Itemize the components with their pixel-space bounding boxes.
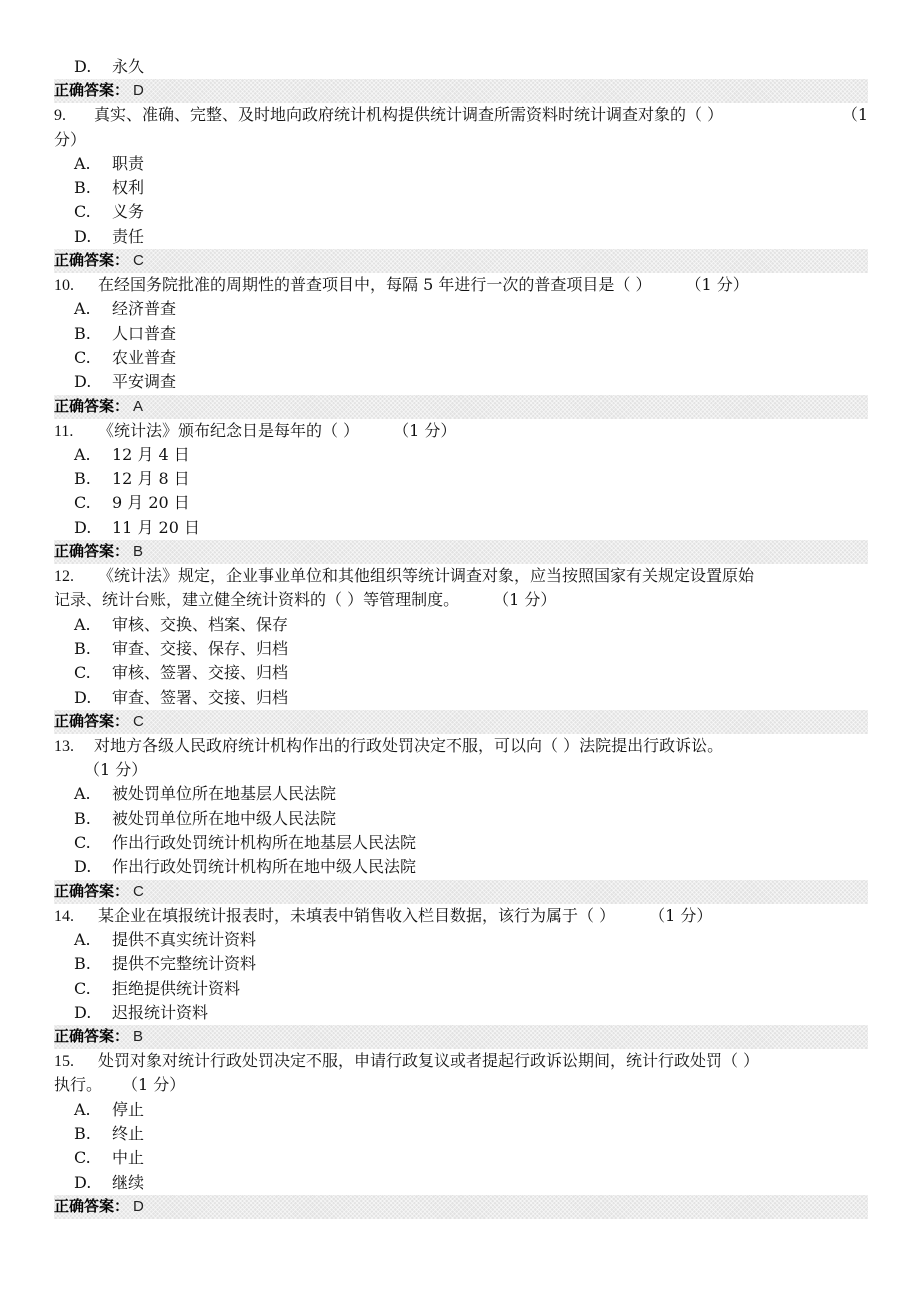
option-text: 停止 (112, 1099, 145, 1119)
question-14 (54, 904, 868, 928)
option-c (54, 200, 868, 224)
answer-bar (54, 1025, 868, 1049)
question-points-tail: 分） (54, 129, 87, 149)
option-d (54, 1171, 868, 1195)
option-d (54, 686, 868, 710)
option-c (54, 1146, 868, 1170)
answer-value: C (133, 252, 144, 270)
answer-label: 正确答案： (54, 397, 130, 415)
option-text: 9 月 20 日 (112, 493, 190, 513)
option-letter: D. (74, 372, 92, 392)
option-d (54, 1001, 868, 1025)
question-points: （1 分） (685, 275, 749, 295)
option-text: 提供不完整统计资料 (112, 954, 257, 974)
question-text: 记录、统计台账，建立健全统计资料的（ ）等管理制度。 (54, 590, 460, 610)
question-points: （1 分） (122, 1075, 186, 1095)
option-letter: C. (74, 493, 91, 513)
question-points: （1 分） (493, 590, 557, 610)
question-10 (54, 273, 868, 297)
option-text: 责任 (112, 226, 145, 246)
option-b (54, 322, 868, 346)
option-letter: D. (74, 517, 92, 537)
option-letter: D. (74, 1002, 92, 1022)
option-text: 拒绝提供统计资料 (112, 978, 241, 998)
option-letter: B. (74, 469, 91, 489)
question-text: 处罚对象对统计行政处罚决定不服，申请行政复议或者提起行政诉讼期间，统计行政处罚（ ） (98, 1051, 760, 1071)
option-letter: A. (74, 153, 91, 173)
option-text: 迟报统计资料 (112, 1002, 209, 1022)
question-15-continued (54, 1073, 868, 1097)
option-text: 被处罚单位所在地中级人民法院 (112, 808, 337, 828)
option-letter: B. (74, 808, 91, 828)
option-d (54, 855, 868, 879)
option-letter: C. (74, 1148, 91, 1168)
option-d (54, 55, 868, 79)
answer-bar (54, 1195, 868, 1219)
question-text: 对地方各级人民政府统计机构作出的行政处罚决定不服，可以向（ ）法院提出行政诉讼。 (94, 735, 724, 755)
option-letter: D. (74, 857, 92, 877)
option-letter: A. (74, 444, 91, 464)
option-a (54, 297, 868, 321)
question-9 (54, 103, 868, 127)
answer-value: B (133, 1028, 144, 1046)
option-text: 11 月 20 日 (112, 517, 200, 537)
option-text: 审核、交换、档案、保存 (112, 614, 289, 634)
answer-label: 正确答案： (54, 252, 130, 270)
question-number: 14. (54, 907, 74, 925)
answer-label: 正确答案： (54, 882, 130, 900)
question-9-continued (54, 128, 868, 152)
option-text: 平安调查 (112, 372, 177, 392)
answer-value: C (133, 712, 144, 730)
option-letter: A. (74, 1099, 91, 1119)
option-c (54, 346, 868, 370)
option-text: 12 月 4 日 (112, 444, 190, 464)
option-text: 作出行政处罚统计机构所在地基层人民法院 (112, 833, 417, 853)
option-b (54, 467, 868, 491)
option-text: 作出行政处罚统计机构所在地中级人民法院 (112, 857, 417, 877)
question-number: 9. (54, 107, 66, 125)
option-text: 中止 (112, 1148, 145, 1168)
option-text: 审查、签署、交接、归档 (112, 687, 289, 707)
answer-bar (54, 880, 868, 904)
question-11 (54, 419, 868, 443)
question-points: （1 分） (649, 905, 713, 925)
option-d (54, 370, 868, 394)
option-letter: C. (74, 347, 91, 367)
answer-value: D (133, 1197, 144, 1215)
question-number: 10. (54, 277, 74, 295)
question-number: 13. (54, 737, 74, 755)
option-letter: A. (74, 929, 91, 949)
option-letter: B. (74, 323, 91, 343)
answer-value: D (133, 82, 144, 100)
question-number: 11. (54, 422, 74, 440)
answer-value: C (133, 882, 144, 900)
option-a (54, 928, 868, 952)
option-letter: D. (74, 1172, 92, 1192)
question-number: 15. (54, 1053, 74, 1071)
question-number: 12. (54, 568, 74, 586)
option-b (54, 1122, 868, 1146)
question-text: 《统计法》规定，企业事业单位和其他组织等统计调查对象，应当按照国家有关规定设置原始 (98, 566, 755, 586)
question-text: 在经国务院批准的周期性的普查项目中，每隔 5 年进行一次的普查项目是（ ） (98, 275, 652, 295)
question-15 (54, 1049, 868, 1073)
option-letter: C. (74, 202, 91, 222)
option-a (54, 1098, 868, 1122)
question-13-continued (54, 758, 868, 782)
option-letter: B. (74, 638, 91, 658)
option-text: 永久 (112, 57, 145, 76)
answer-bar (54, 79, 868, 103)
option-d (54, 225, 868, 249)
option-text: 农业普查 (112, 347, 177, 367)
question-12 (54, 564, 868, 588)
option-letter: D. (74, 687, 92, 707)
option-text: 义务 (112, 202, 145, 222)
option-c (54, 661, 868, 685)
option-letter: C. (74, 663, 91, 683)
option-d (54, 516, 868, 540)
option-text: 12 月 8 日 (112, 469, 190, 489)
option-a (54, 782, 868, 806)
question-points: （1 分） (393, 420, 457, 440)
option-letter: D. (74, 226, 92, 246)
option-text: 终止 (112, 1123, 145, 1143)
answer-bar (54, 249, 868, 273)
option-letter: A. (74, 784, 91, 804)
option-b (54, 952, 868, 976)
answer-value: A (133, 397, 144, 415)
option-b (54, 176, 868, 200)
answer-label: 正确答案： (54, 1028, 130, 1046)
answer-value: B (133, 543, 144, 561)
option-text: 被处罚单位所在地基层人民法院 (112, 784, 337, 804)
answer-bar (54, 540, 868, 564)
option-text: 权利 (112, 178, 145, 198)
option-c (54, 831, 868, 855)
question-text: 《统计法》颁布纪念日是每年的（ ） (98, 420, 360, 440)
option-a (54, 443, 868, 467)
question-13 (54, 734, 868, 758)
option-letter: C. (74, 833, 91, 853)
option-letter: B. (74, 954, 91, 974)
option-b (54, 807, 868, 831)
question-points: （1 (841, 105, 868, 125)
question-text: 真实、准确、完整、及时地向政府统计机构提供统计调查所需资料时统计调查对象的（ ） (94, 105, 724, 125)
option-c (54, 977, 868, 1001)
option-letter: A. (74, 614, 91, 634)
option-text: 提供不真实统计资料 (112, 929, 257, 949)
answer-label: 正确答案： (54, 82, 130, 100)
option-c (54, 491, 868, 515)
option-a (54, 152, 868, 176)
question-12-continued (54, 588, 868, 612)
option-letter: B. (74, 1123, 91, 1143)
option-text: 职责 (112, 153, 145, 173)
option-letter: D. (74, 57, 92, 76)
option-letter: B. (74, 178, 91, 198)
quiz-document (54, 55, 868, 1219)
option-text: 审查、交接、保存、归档 (112, 638, 289, 658)
answer-bar (54, 395, 868, 419)
question-text: 执行。 (54, 1075, 103, 1095)
option-letter: A. (74, 299, 91, 319)
question-text: 某企业在填报统计报表时，未填表中销售收入栏目数据，该行为属于（ ） (98, 905, 616, 925)
option-text: 审核、签署、交接、归档 (112, 663, 289, 683)
option-letter: C. (74, 978, 91, 998)
answer-bar (54, 710, 868, 734)
option-b (54, 637, 868, 661)
question-points: （1 分） (84, 760, 148, 780)
answer-label: 正确答案： (54, 1197, 130, 1215)
answer-label: 正确答案： (54, 543, 130, 561)
answer-label: 正确答案： (54, 712, 130, 730)
option-a (54, 613, 868, 637)
option-text: 经济普查 (112, 299, 177, 319)
option-text: 继续 (112, 1172, 145, 1192)
option-text: 人口普查 (112, 323, 177, 343)
